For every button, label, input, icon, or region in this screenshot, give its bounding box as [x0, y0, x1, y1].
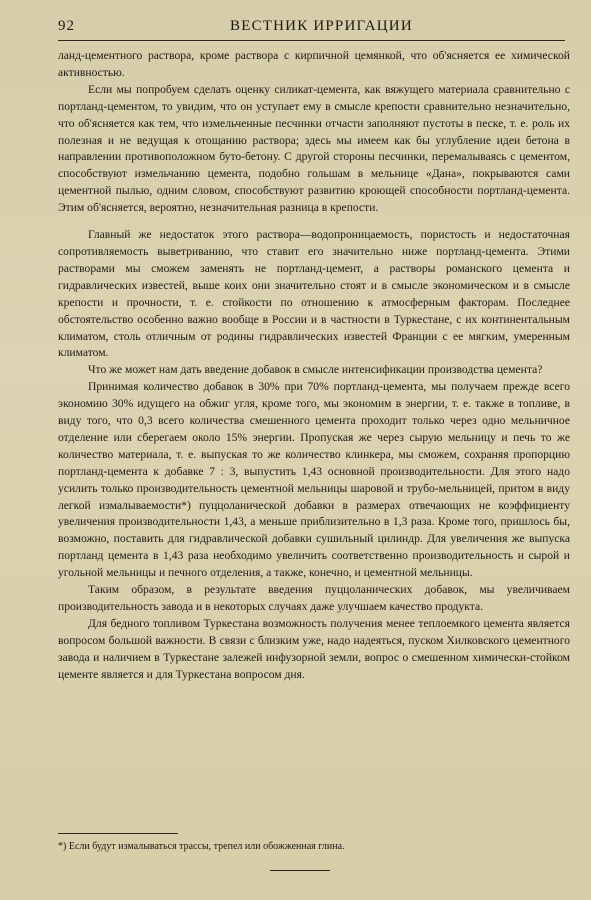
paragraph: Главный же недостаток этого раствора—водопроницаемость, пористость и недостаточная сопротивляемость выветриванию, что ставит его значительно ниже портланд-цемента. Этими растворами мы сможем заменять не портланд-цемент, а растворы романского цемента и гидравлических известей, выше коих они значительно стоят и в смысле экономическом и в смысле крепости и прочности, т. е. стойкости по отношению к атмосферным факторам. Последнее обстоятельство особенно важно вообще в России и в частности в Туркестане, с их континентальным климатом, столь отличным от родины гидравлических известей Франции с ее мягким, умеренным климатом.: [58, 228, 570, 360]
paragraph-continued: ланд-цементного раствора, кроме раствора с кирпичной цемянкой, что об'ясняется ее химической активностью.: [58, 49, 570, 79]
paragraph: Принимая количество добавок в 30% при 70% портланд-цемента, мы получаем прежде всего экономию 30% идущего на обжиг угля, кроме того, мы экономим в энергии, т. е. также в топливе, в виду того, что 0,3 всего количества смешенного цемента проходит только через одно мельничное отделение или сберегаем около 15% энергии. Пропуская же через сырую мельницу и печь то же количество материала, т. е. выпуская то же количество клинкера, мы сможем, сохраняя пропорцию портланд-цемента к добавке 7 : 3, выпустить 1,43 основной производительности. Для этого надо усилить только производительность цементной мельницы шаровой и трубо-мельницей, притом в виду легкой измалываемости*) пуццоланической добавки в размерах отвечающих не коэффициенту увеличения производительности 1,43, а меньше приблизительно в 1,3 раза. Кроме того, пришлось бы, возможно, поставить для гидравлической добавки сушильный цилиндр. Для увеличения же выпуска портланд цемента в 1,43 раза необходимо увеличить соответственно производительность и сырой и угольной мельницы и печного отделения, а также, конечно, и цементной мельницы.: [58, 380, 570, 580]
footnote: *) Если будут измалываться трассы, трепел или обожженная глина.: [58, 841, 345, 852]
end-divider: [270, 870, 330, 871]
paragraph: Если мы попробуем сделать оценку силикат-цемента, как вяжущего материала сравнительно с портланд-цементом, то увидим, что он уступает ему в смысле крепости сравнительно незначительно, что об'ясняется как тем, что измельченные песчинки отчасти заполняют пустоты в песке, т. е. роль их полезная и не ведущая к отощанию раствора; здесь мы имеем как бы углубление идеи бетона в направлении противоположном буто-бетону. С другой стороны песчинки, перемалываясь с цементом, способствуют измельчанию цемента, подобно гольшам в мельнице «Дана», покрываются сами цементной пылью, одним словом, способствуют развитию кроющей способности портланд-цемента. Этим об'ясняется, вероятно, незначительная разница в крепости.: [58, 82, 570, 215]
page-header: [58, 18, 565, 41]
paragraph: Таким образом, в результате введения пуццоланических добавок, мы увеличиваем производительность завода и в некоторых случаях даже улучшаем качество продукта.: [58, 583, 570, 613]
paragraph: Для бедного топливом Туркестана возможность получения менее теплоемкого цемента является вопросом большой важности. В связи с близким уже, надо надеяться, пуском Хилковского цементного завода и наличием в Туркестане залежей инфузорной земли, вопрос о смешенном химически-стойком цементе является и для Туркестана вопросом дня.: [58, 616, 570, 681]
running-title: ВЕСТНИК ИРРИГАЦИИ: [230, 18, 413, 34]
footnote-divider: [58, 833, 178, 834]
article-body: [58, 48, 570, 684]
page-number: 92: [58, 18, 75, 34]
paragraph: Что же может нам дать введение добавок в смысле интенсификации производства цемента?: [88, 363, 543, 377]
